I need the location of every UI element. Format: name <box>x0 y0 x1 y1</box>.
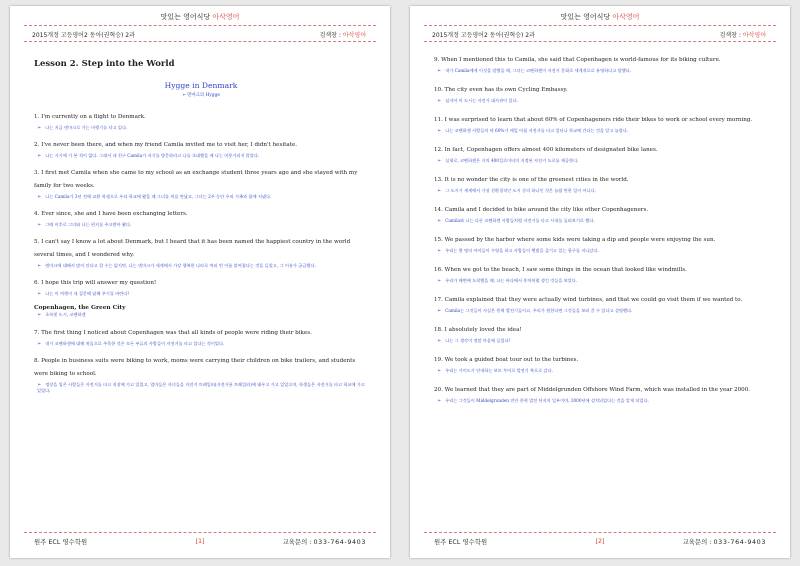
korean-translation <box>434 68 768 74</box>
korean-translation <box>434 278 768 284</box>
arrow-icon: ➢ <box>37 222 42 228</box>
sentence-item <box>434 234 768 254</box>
arrow-icon: ➢ <box>37 312 42 318</box>
english-sentence: 4. Ever since, she and I have been exchanging letters. <box>34 211 188 217</box>
korean-translation <box>434 248 768 254</box>
sentence-item <box>34 355 368 394</box>
sentence-item <box>34 208 368 228</box>
translation-text: 우리는 가이드가 안내하는 보트 투어로 발전기 쪽으로 갔다. <box>445 368 553 373</box>
english-sentence: 15. We passed by the harbor where some kids were taking a dip and people were enjoying the sun. <box>434 237 716 243</box>
brand-text: 맛있는 영어식당 <box>560 13 611 21</box>
translation-text: 우리는 몇 명의 아이들이 수영을 하고 사람들이 햇볕을 즐기고 있는 항구를 지나갔다. <box>445 248 599 253</box>
translation-text: 나는 이 여행이 내 질문에 답해 주기를 바란다! <box>45 291 130 296</box>
arrow-icon: ➢ <box>37 194 42 200</box>
arrow-icon: ➢ <box>437 398 442 404</box>
brand-text: 맛있는 영어식당 <box>160 13 211 21</box>
translation-text: 나는 Camila가 3년 전에 교환 학생으로 우리 학교에 왔을 때 그녀를 처음 만났고, 그녀는 2주 동안 우리 가족과 함께 지냈다. <box>45 194 272 199</box>
translation-text: Camila와 나는 다른 코펜하겐 사람들처럼 자전거를 타고 시내를 둘러보기로 했다. <box>445 218 595 223</box>
reading-title-translation-text: 덴마크의 Hygge <box>187 93 220 98</box>
english-sentence: 11. I was surprised to learn that about 60% of Copenhageners ride their bikes to work or school every morning. <box>434 117 753 123</box>
header-divider <box>24 25 376 26</box>
translation-text: 나는 그 생각이 정말 마음에 들었다! <box>445 338 511 343</box>
translation-text: 우리가 해변에 도착했을 때, 나는 바다에서 풍차처럼 생긴 것들을 보았다. <box>445 278 578 283</box>
translation-text: 그때 이후로 그녀와 나는 편지를 주고받아 왔다. <box>45 222 132 227</box>
brand-header <box>10 12 390 22</box>
page-2-content <box>434 54 768 414</box>
translation-text: Camila는 그것들이 사실은 풍력 발전기들이고, 우리가 원한다면 그것들을 보러 갈 수 있다고 설명했다. <box>445 308 633 313</box>
english-sentence: 9. When I mentioned this to Camila, she said that Copenhagen is world-famous for its biking culture. <box>434 57 721 63</box>
contact-label: 교육문의 : <box>282 538 312 546</box>
sentence-item <box>34 111 368 131</box>
english-sentence: 5. I can't say I know a lot about Denmark, but I heard that it has been named the happiest country in the world several times, and I wondered why. <box>34 239 351 258</box>
arrow-icon: ➢ <box>437 68 442 74</box>
sentence-item <box>434 174 768 194</box>
english-sentence: 7. The first thing I noticed about Copenhagen was that all kinds of people were riding their bikes. <box>34 330 312 336</box>
brand-accent: 아삭영어 <box>212 13 240 21</box>
sentence-item <box>434 294 768 314</box>
sentence-item <box>34 277 368 297</box>
author-label: 검색창 : <box>319 32 341 39</box>
sentence-item <box>34 236 368 269</box>
korean-translation <box>434 128 768 134</box>
sentence-item <box>434 84 768 104</box>
sentence-item <box>434 264 768 284</box>
english-sentence: 2. I've never been there, and when my friend Camila invited me to visit her, I didn't hesitate. <box>34 142 298 148</box>
korean-translation <box>34 194 368 200</box>
contact-phone: 033-764-9403 <box>313 538 366 546</box>
footer-divider <box>24 532 376 533</box>
english-sentence: 17. Camila explained that they were actually wind turbines, and that we could go visit them if we wanted to. <box>434 297 743 303</box>
arrow-icon: ➢ <box>437 368 442 374</box>
arrow-icon: ➢ <box>437 128 442 134</box>
sentence-item <box>34 139 368 159</box>
reading-title: Hygge in Denmark <box>164 81 238 90</box>
english-sentence: 1. I'm currently on a flight to Denmark. <box>34 114 146 120</box>
translation-text: 나는 지금 덴마크로 가는 비행기를 타고 있다. <box>45 125 128 130</box>
sentence-item <box>434 144 768 164</box>
arrow-icon: ➢ <box>37 153 42 159</box>
english-sentence: 10. The city even has its own Cycling Embassy. <box>434 87 568 93</box>
arrow-icon: ➢ <box>437 338 442 344</box>
korean-translation <box>434 188 768 194</box>
translation-text: 나는 거기에 가 본 적이 없다. 그래서 내 친구 Camila가 자기를 방문하라고 나를 초대했을 때 나는 머뭇거리지 않았다. <box>45 153 260 158</box>
translation-text: 내가 Camila에게 이것을 말했을 때, 그녀는 코펜하겐이 자전거 문화로 세계적으로 유명하다고 말했다. <box>445 68 632 73</box>
english-sentence: 3. I first met Camila when she came to my school as an exchange student three years ago and she stayed with my family for two weeks. <box>34 170 358 189</box>
arrow-icon: ➢ <box>437 188 442 194</box>
section-title: Copenhagen, the Green City <box>34 305 126 311</box>
translation-text: 실제로, 코펜하겐은 거의 400킬로미터의 지정된 자전거 도로를 제공한다. <box>445 158 579 163</box>
arrow-icon: ➢ <box>37 291 42 297</box>
korean-translation <box>434 368 768 374</box>
page-1-content <box>34 46 368 402</box>
translation-text: 나는 코펜하겐 사람들의 약 60%가 매일 아침 자전거를 타고 일터나 학교에 간다는 것을 알고 놀랐다. <box>445 128 629 133</box>
arrow-icon: ➢ <box>37 125 42 131</box>
english-sentence: 8. People in business suits were biking to work, moms were carrying their children on bike trailers, and students were biking to school. <box>34 358 356 377</box>
sentence-item <box>434 354 768 374</box>
translation-text: 심지어 이 도시는 자전거 대사관이 있다. <box>445 98 518 103</box>
korean-translation <box>34 153 368 159</box>
translation-text: 덴마크에 대해서 많이 안다고 할 수는 없지만, 나는 덴마크가 세계에서 가장 행복한 나라로 여러 번 이름 붙여졌다는 것을 들었고, 그 이유가 궁금했다. <box>45 263 316 268</box>
english-sentence: 12. In fact, Copenhagen offers almost 400 kilometers of designated bike lanes. <box>434 147 658 153</box>
english-sentence: 19. We took a guided boat tour out to the turbines. <box>434 357 579 363</box>
document-page-2 <box>410 6 790 558</box>
sentence-item <box>34 327 368 347</box>
arrow-icon: ➢ <box>437 158 442 164</box>
korean-translation <box>434 218 768 224</box>
korean-translation <box>34 222 368 228</box>
english-sentence: 20. We learned that they are part of Middelgrunden Offshore Wind Farm, which was installed in the year 2000. <box>434 387 751 393</box>
header-divider-lower <box>424 41 776 42</box>
sentence-item <box>434 324 768 344</box>
section-title-translation <box>34 312 368 318</box>
course-title: 2015개정 고등영어2 동아(권혁승) 2과 <box>432 32 535 39</box>
sentence-item <box>434 54 768 74</box>
sentence-item <box>434 384 768 404</box>
brand-accent: 아삭영어 <box>612 13 640 21</box>
translation-text: 정장을 입은 사람들은 자전거를 타고 직장에 가고 있었고, 엄마들은 자녀들을 자전거 트레일러(자전거용 트레일러)에 태우고 가고 있었으며, 학생들은 자전거를 타고 학교에 가고 있었다. <box>37 382 365 393</box>
contact-info <box>683 537 766 546</box>
arrow-icon: ➢ <box>37 341 42 347</box>
english-sentence: 14. Camila and I decided to bike around the city like other Copenhageners. <box>434 207 649 213</box>
translation-text: 초록빛 도시, 코펜하겐 <box>45 312 86 317</box>
academy-name: 원주 ECL 영수학원 <box>434 538 488 546</box>
arrow-icon: ➢ <box>437 278 442 284</box>
sentence-item <box>434 114 768 134</box>
arrow-icon: ➢ <box>437 308 442 314</box>
course-title: 2015개정 고등영어2 동아(권혁승) 2과 <box>32 32 135 39</box>
arrow-icon: ➢ <box>37 263 42 269</box>
korean-translation <box>434 308 768 314</box>
arrow-icon: ➢ <box>437 98 442 104</box>
reading-title-translation: ➢ 덴마크의 Hygge <box>182 93 220 98</box>
english-sentence: 13. It is no wonder the city is one of the greenest cities in the world. <box>434 177 629 183</box>
korean-translation <box>34 341 368 347</box>
brand-header <box>410 12 790 22</box>
korean-translation <box>434 338 768 344</box>
contact-label: 교육문의 : <box>682 538 712 546</box>
sentence-item <box>434 204 768 224</box>
header-divider <box>424 25 776 26</box>
translation-text: 그 도시가 세계에서 가장 친환경적인 도시 중의 하나인 것은 놀랄 만한 일이 아니다. <box>445 188 596 193</box>
lesson-title: Lesson 2. Step into the World <box>34 59 175 69</box>
korean-translation <box>34 263 368 269</box>
author-name: 아삭영어 <box>342 32 366 39</box>
korean-translation <box>434 98 768 104</box>
author-name: 아삭영어 <box>742 32 766 39</box>
english-sentence: 16. When we got to the beach, I saw some things in the ocean that looked like windmills. <box>434 267 687 273</box>
translation-text: 우리는 그것들이 Middelgrunden 연안 풍력 발전 단지의 일부이며, 2000년에 설치되었다는 것을 알게 되었다. <box>445 398 649 403</box>
page-number: [1] <box>195 537 205 545</box>
arrow-icon: ➢ <box>37 382 42 388</box>
author-label: 검색창 : <box>719 32 741 39</box>
author-tag <box>320 30 366 39</box>
english-sentence: 18. I absolutely loved the idea! <box>434 327 522 333</box>
translation-text: 내가 코펜하겐에 대해 처음으로 주목한 것은 모든 부류의 사람들이 자전거를 타고 있다는 것이었다. <box>45 341 225 346</box>
header-divider-lower <box>24 41 376 42</box>
contact-phone: 033-764-9403 <box>713 538 766 546</box>
contact-info <box>283 537 366 546</box>
english-sentence: 6. I hope this trip will answer my question! <box>34 280 157 286</box>
korean-translation <box>434 398 768 404</box>
footer-divider <box>424 532 776 533</box>
document-page-1 <box>10 6 390 558</box>
sentence-item <box>34 167 368 200</box>
arrow-icon: ➢ <box>437 248 442 254</box>
academy-name: 원주 ECL 영수학원 <box>34 538 88 546</box>
korean-translation <box>34 125 368 131</box>
korean-translation <box>34 382 368 394</box>
page-number: [2] <box>595 537 605 545</box>
korean-translation <box>34 291 368 297</box>
arrow-icon: ➢ <box>437 218 442 224</box>
korean-translation <box>434 158 768 164</box>
author-tag <box>720 30 766 39</box>
